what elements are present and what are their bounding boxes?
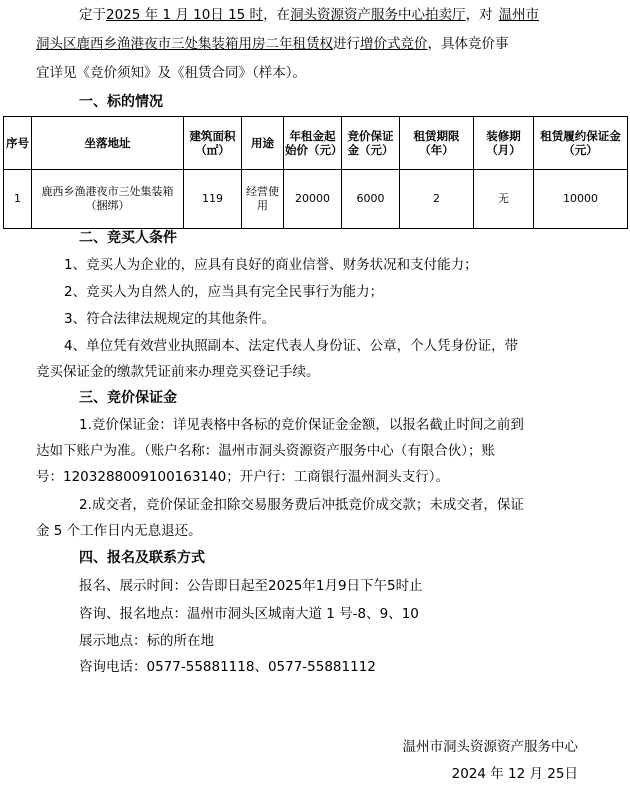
intro-text: 进行 xyxy=(333,36,360,52)
intro-text: 定于 xyxy=(79,7,106,23)
intro-text: ，对 xyxy=(465,7,493,23)
auction-date: 2025 年 1 月 10日 15 时 xyxy=(106,7,264,23)
intro-text: ，具体竞价事 xyxy=(427,36,509,52)
intro-line-1 xyxy=(79,5,539,25)
column-header: 序号 xyxy=(4,117,32,170)
column-header: 用途 xyxy=(242,117,284,170)
section-title: 四、报名及联系方式 xyxy=(79,550,205,566)
deposit-paragraph: 1.竞价保证金：详见表格中各标的竞价保证金金额，以报名截止时间之前到 xyxy=(79,417,524,433)
lot-table xyxy=(3,116,628,229)
column-header: 建筑面积（㎡） xyxy=(184,117,242,170)
table-cell: 鹿西乡渔港夜市三处集装箱（捆绑） xyxy=(32,170,184,229)
deposit-paragraph: 2.成交者，竞价保证金扣除交易服务费后冲抵竞价成交款；未成交者，保证 xyxy=(79,497,524,513)
contact-line: 咨询电话：0577-55881118、0577-55881112 xyxy=(79,659,376,675)
section-title: 一、标的情况 xyxy=(79,94,163,110)
auction-method: 增价式竞价 xyxy=(360,36,428,52)
table-cell: 119 xyxy=(184,170,242,229)
table-cell: 经营使用 xyxy=(242,170,284,229)
condition-item: 2、竞买人为自然人的，应当具有完全民事行为能力； xyxy=(64,284,384,300)
issuer-name: 温州市洞头资源资产服务中心 xyxy=(402,739,578,755)
auction-venue: 洞头资源资产服务中心拍卖厅 xyxy=(290,7,466,23)
column-header: 坐落地址 xyxy=(32,117,184,170)
column-header: 租赁期限（年） xyxy=(400,117,474,170)
column-header: 装修期（月） xyxy=(474,117,534,170)
auction-subject: 洞头区鹿西乡渔港夜市三处集装箱用房二年租赁权 xyxy=(36,36,333,52)
intro-line-3: 宜详见《竞价须知》及《租赁合同》（样本）。 xyxy=(36,65,306,81)
column-header: 租赁履约保证金（元） xyxy=(534,117,628,170)
condition-item: 4、单位凭有效营业执照副本、法定代表人身份证、公章，个人凭身份证，带 xyxy=(64,338,519,354)
table-cell: 20000 xyxy=(284,170,342,229)
deposit-paragraph: 号：1203288009100163140；开户行：工商银行温州洞头支行）。 xyxy=(36,469,449,485)
intro-line-2 xyxy=(36,34,509,54)
contact-line: 展示地点：标的所在地 xyxy=(79,633,214,649)
table-cell: 10000 xyxy=(534,170,628,229)
condition-item: 1、竞买人为企业的，应具有良好的商业信誉、财务状况和支付能力； xyxy=(64,257,478,273)
section-title: 二、竞买人条件 xyxy=(79,230,177,246)
column-header: 年租金起始价（元） xyxy=(284,117,342,170)
table-cell: 6000 xyxy=(342,170,400,229)
table-header-row xyxy=(4,117,628,170)
table-cell: 无 xyxy=(474,170,534,229)
table-cell: 2 xyxy=(400,170,474,229)
deposit-paragraph: 达如下账户为准。（账户名称：温州市洞头资源资产服务中心（有限合伙）；账 xyxy=(36,443,495,459)
contact-line: 咨询、报名地点：温州市洞头区城南大道 1 号-8、9、10 xyxy=(79,606,419,622)
contact-line: 报名、展示时间：公告即日起至2025年1月9日下午5时止 xyxy=(79,578,423,594)
column-header: 竞价保证金（元） xyxy=(342,117,400,170)
table-row xyxy=(4,170,628,229)
intro-text: ，在 xyxy=(263,7,291,23)
auction-subject: 温州市 xyxy=(498,7,540,23)
condition-item: 竞买保证金的缴款凭证前来办理竞买登记手续。 xyxy=(36,364,320,380)
table-cell: 1 xyxy=(4,170,32,229)
issue-date: 2024 年 12 月 25日 xyxy=(451,766,578,782)
condition-item: 3、符合法律法规规定的其他条件。 xyxy=(64,311,276,327)
section-title: 三、竞价保证金 xyxy=(79,390,177,406)
deposit-paragraph: 金 5 个工作日内无息退还。 xyxy=(36,523,202,539)
